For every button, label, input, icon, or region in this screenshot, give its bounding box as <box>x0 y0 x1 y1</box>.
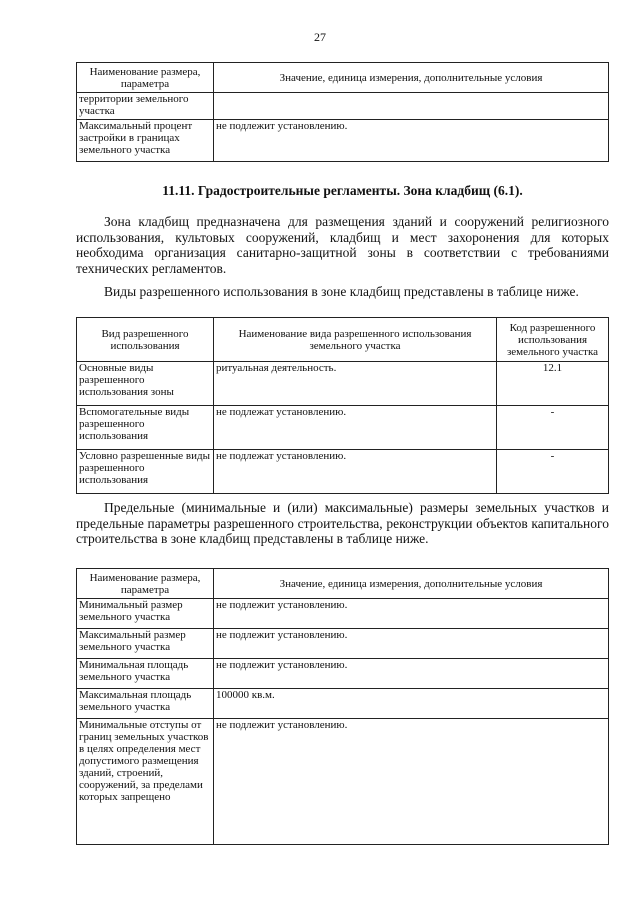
table-row <box>77 659 609 689</box>
table-cell: не подлежат установлению. <box>214 406 497 450</box>
table-cell: Вспомогательные виды разрешенного использования <box>77 406 214 450</box>
table-cell: не подлежит установлению. <box>214 629 609 659</box>
table-cell: Условно разрешенные виды разрешенного использования <box>77 450 214 494</box>
column-header: Наименование вида разрешенного использования земельного участка <box>214 318 497 362</box>
table-cell: Максимальный процент застройки в границах земельного участка <box>77 120 214 162</box>
column-header: Значение, единица измерения, дополнительные условия <box>214 569 609 599</box>
paragraph-zone-description: Зона кладбищ предназначена для размещения зданий и сооружений религиозного использования, культовых сооружений, кладбищ и мест захоронения для которых необходима организация санитарно-защитной зоны в соответствии с требованиями технических регламентов. <box>76 214 609 276</box>
table-cell: не подлежит установлению. <box>214 599 609 629</box>
table-cell <box>214 93 609 120</box>
table-header-row <box>77 63 609 93</box>
table-cell: Основные виды разрешенного использования зоны <box>77 362 214 406</box>
table-cell: 100000 кв.м. <box>214 689 609 719</box>
page-number: 27 <box>314 30 326 44</box>
table-row <box>77 362 609 406</box>
table-cell: территории земельного участка <box>77 93 214 120</box>
column-header: Вид разрешенного использования <box>77 318 214 362</box>
table-top-params <box>76 62 609 162</box>
table-cell: - <box>497 406 609 450</box>
table-cell: - <box>497 450 609 494</box>
table-row <box>77 689 609 719</box>
table-cell: не подлежат установлению. <box>214 450 497 494</box>
table-row <box>77 450 609 494</box>
table-row <box>77 93 609 120</box>
table-cell: Максимальная площадь земельного участка <box>77 689 214 719</box>
table-row <box>77 120 609 162</box>
table-cell: ритуальная деятельность. <box>214 362 497 406</box>
table-cell: не подлежит установлению. <box>214 719 609 845</box>
table-cell: Максимальный размер земельного участка <box>77 629 214 659</box>
column-header: Наименование размера, параметра <box>77 63 214 93</box>
table-limit-params <box>76 568 609 845</box>
column-header: Наименование размера, параметра <box>77 569 214 599</box>
column-header: Код разрешенного использования земельного участка <box>497 318 609 362</box>
table-cell: Минимальный размер земельного участка <box>77 599 214 629</box>
table-header-row <box>77 569 609 599</box>
table-header-row <box>77 318 609 362</box>
column-header: Значение, единица измерения, дополнительные условия <box>214 63 609 93</box>
table-cell: 12.1 <box>497 362 609 406</box>
paragraph-uses-intro: Виды разрешенного использования в зоне кладбищ представлены в таблице ниже. <box>104 284 579 299</box>
table-cell: не подлежит установлению. <box>214 659 609 689</box>
table-cell: Минимальная площадь земельного участка <box>77 659 214 689</box>
table-cell: не подлежит установлению. <box>214 120 609 162</box>
table-row <box>77 599 609 629</box>
paragraph-params-intro: Предельные (минимальные и (или) максимальные) размеры земельных участков и предельные параметры разрешенного строительства, реконструкции объектов капитального строительства в зоне кладбищ представлены в таблице ниже. <box>76 500 609 546</box>
table-cell: Минимальные отступы от границ земельных участков в целях определения мест допустимого размещения зданий, строений, сооружений, за пределами которых запрещено <box>77 719 214 845</box>
table-row <box>77 406 609 450</box>
table-row <box>77 629 609 659</box>
table-permitted-uses <box>76 317 609 494</box>
table-row <box>77 719 609 845</box>
section-heading: 11.11. Градостроительные регламенты. Зона кладбищ (6.1). <box>162 183 523 198</box>
